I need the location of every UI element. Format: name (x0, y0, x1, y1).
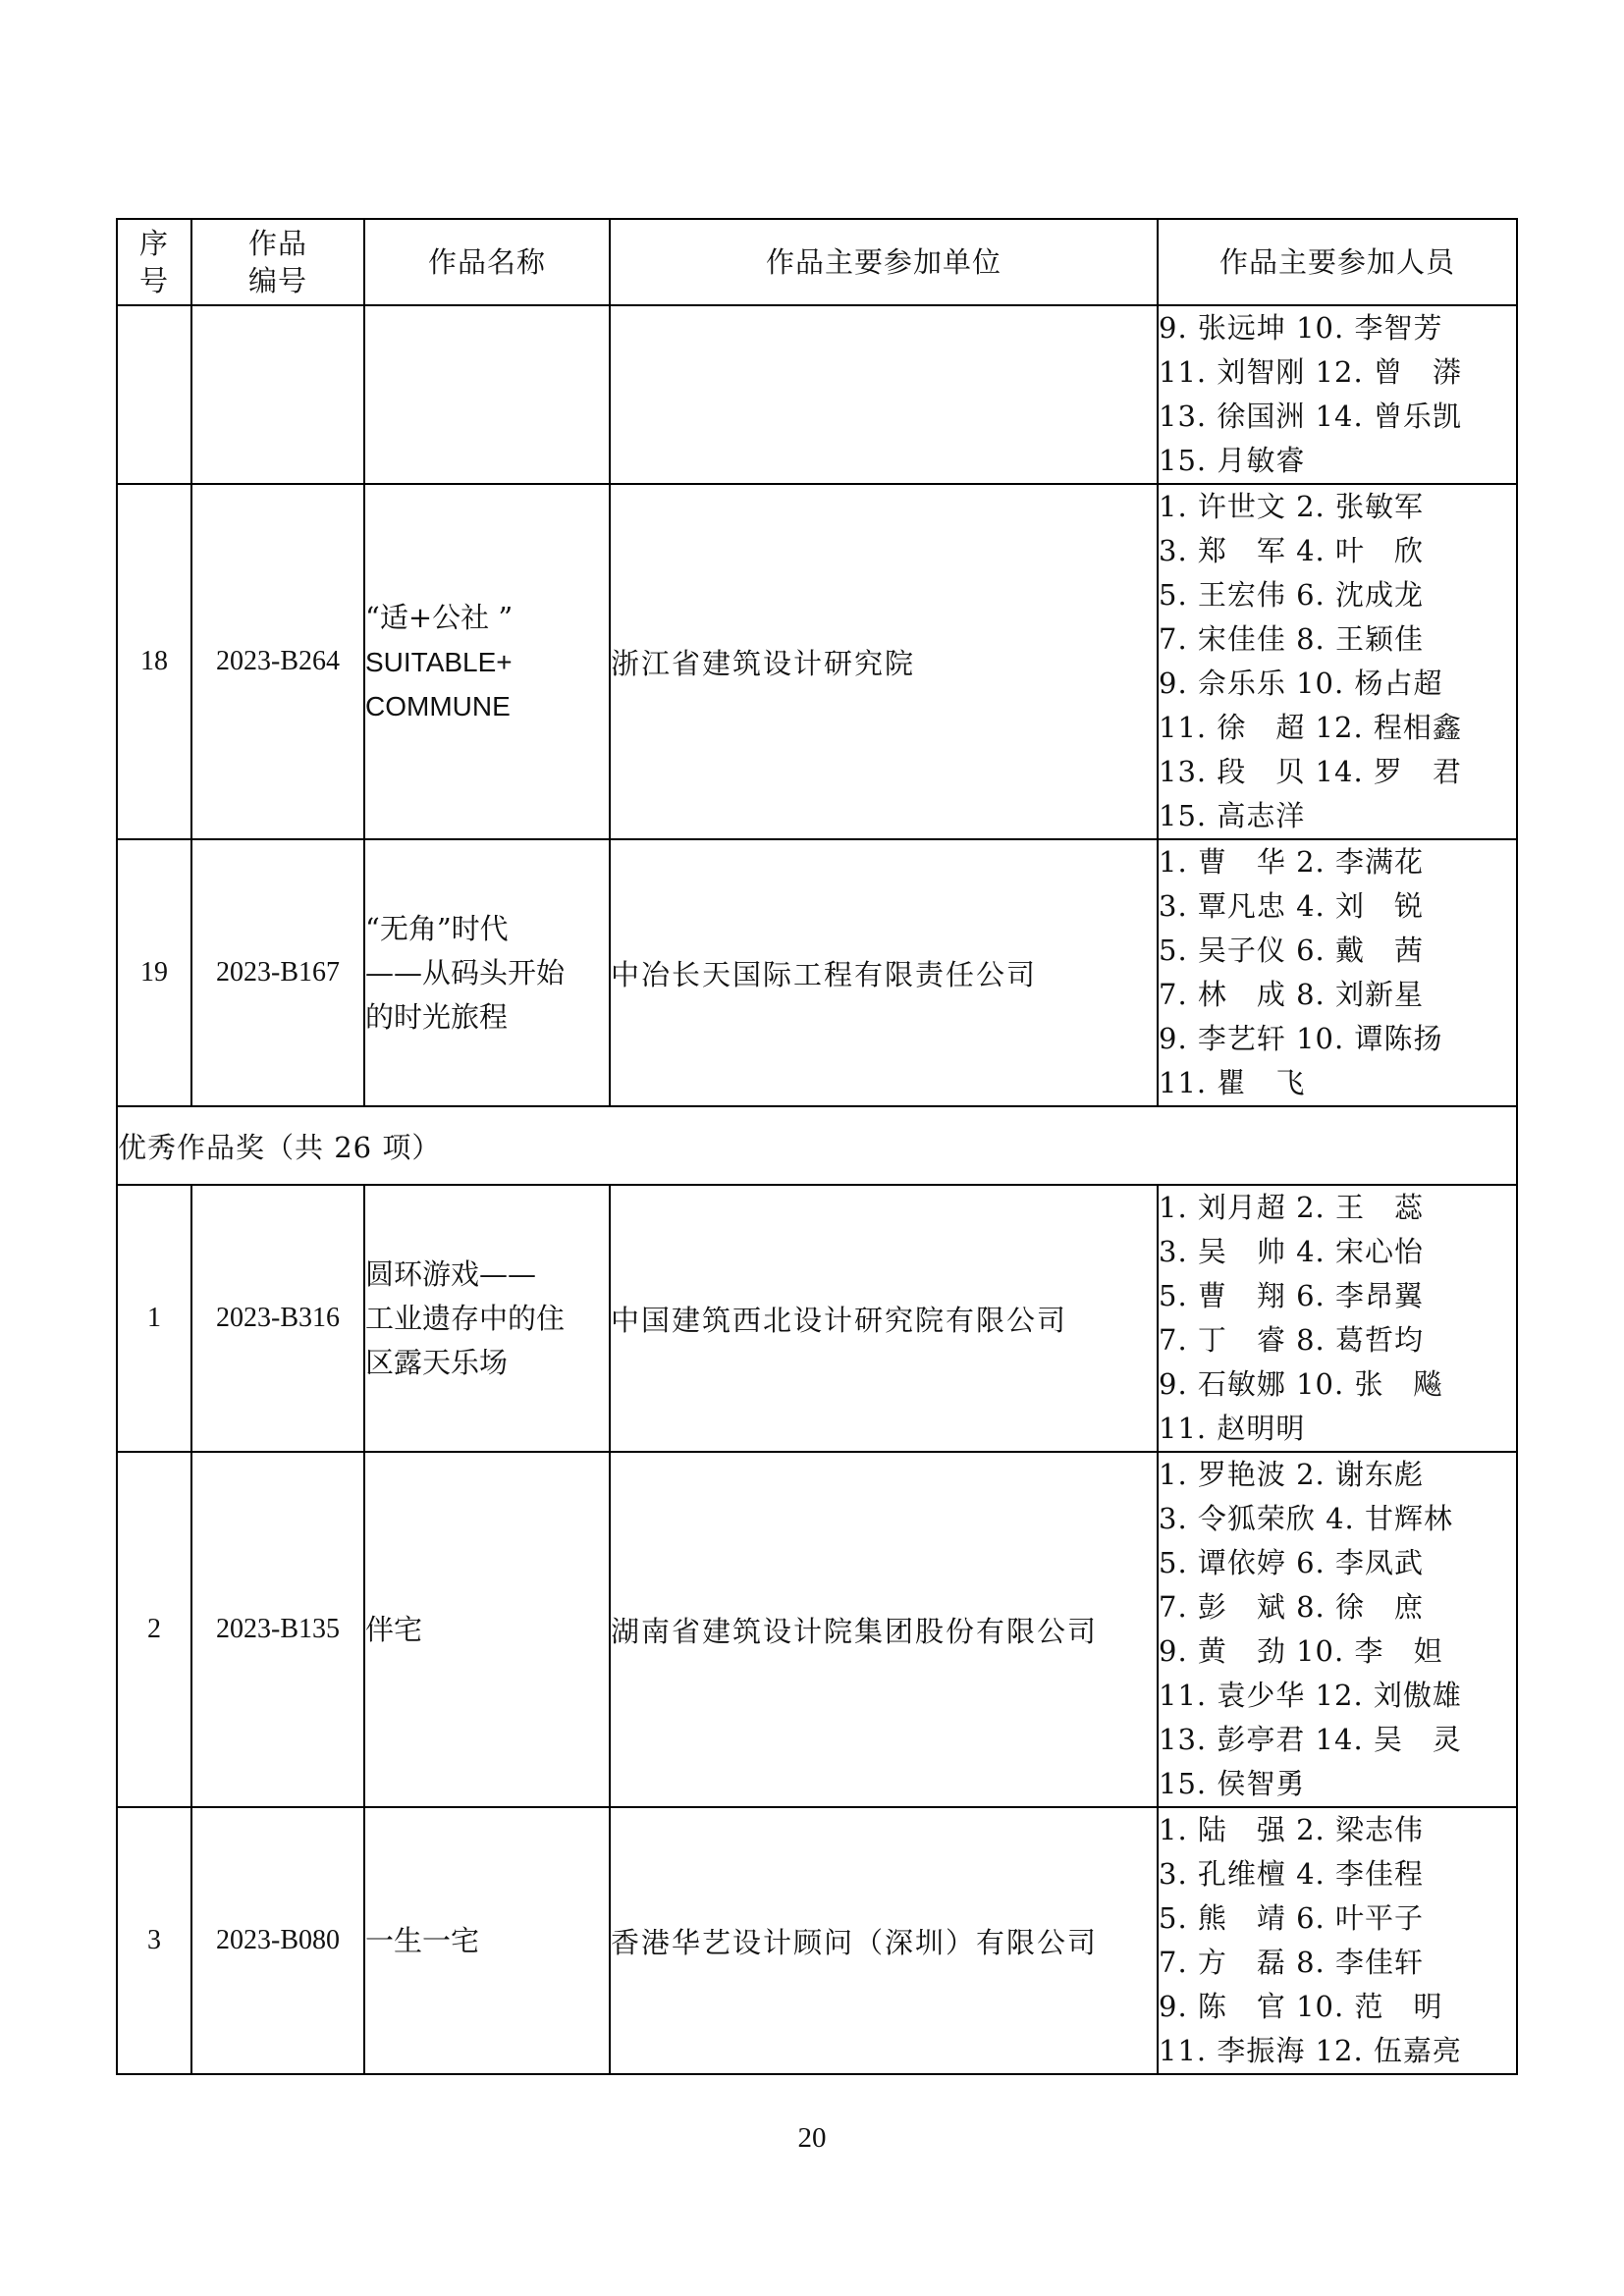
row-unit: 浙江省建筑设计研究院 (610, 484, 1158, 839)
row-seq: 2 (117, 1452, 191, 1807)
page-number: 20 (797, 2122, 827, 2154)
title-line: 圆环游戏—— (365, 1256, 537, 1291)
row-title (364, 1452, 610, 1807)
table-row (117, 1807, 1517, 2074)
header-title: 作品名称 (364, 219, 610, 305)
person-line: 9. 李艺轩 10. 谭陈扬 (1159, 1022, 1443, 1055)
table-body-bottom (117, 1185, 1517, 2074)
person-line: 5. 谭依婷 6. 李凤武 (1159, 1546, 1424, 1579)
award-table (116, 218, 1518, 2075)
header-seq-line: 号 (138, 264, 169, 297)
person-line: 7. 彭 斌 8. 徐 庶 (1159, 1590, 1424, 1624)
person-line: 15. 侯智勇 (1159, 1767, 1306, 1800)
person-line: 7. 林 成 8. 刘新星 (1159, 978, 1424, 1011)
section-row (117, 1106, 1517, 1185)
person-line: 5. 曹 翔 6. 李昂翼 (1159, 1279, 1424, 1312)
table-header (117, 219, 1517, 305)
header-seq-line: 序 (138, 227, 169, 260)
person-line: 11. 李振海 12. 伍嘉亮 (1159, 2034, 1462, 2067)
row-people (1158, 305, 1517, 484)
header-code-line: 编号 (247, 264, 307, 297)
table-row (117, 305, 1517, 484)
title-line: COMMUNE (365, 690, 511, 721)
person-line: 13. 段 贝 14. 罗 君 (1159, 755, 1462, 788)
person-line: 11. 徐 超 12. 程相鑫 (1159, 711, 1462, 744)
row-code: 2023-B264 (191, 484, 364, 839)
title-line: SUITABLE+ (365, 646, 513, 677)
table-row (117, 839, 1517, 1106)
row-unit: 中冶长天国际工程有限责任公司 (610, 839, 1158, 1106)
table-row (117, 1185, 1517, 1452)
person-line: 9. 张远坤 10. 李智芳 (1159, 311, 1443, 345)
header-code (191, 219, 364, 305)
row-unit: 香港华艺设计顾问（深圳）有限公司 (610, 1807, 1158, 2074)
title-line: 区露天乐场 (365, 1345, 509, 1379)
person-line: 13. 徐国洲 14. 曾乐凯 (1159, 400, 1462, 433)
row-title (364, 305, 610, 484)
person-line: 5. 王宏伟 6. 沈成龙 (1159, 578, 1424, 612)
header-people: 作品主要参加人员 (1158, 219, 1517, 305)
person-line: 1. 陆 强 2. 梁志伟 (1159, 1813, 1424, 1846)
person-line: 11. 赵明明 (1159, 1412, 1306, 1445)
person-line: 3. 吴 帅 4. 宋心怡 (1159, 1235, 1424, 1268)
table-row (117, 1452, 1517, 1807)
person-line: 7. 宋佳佳 8. 王颖佳 (1159, 622, 1424, 656)
person-line: 15. 高志洋 (1159, 799, 1306, 832)
row-seq (117, 305, 191, 484)
person-line: 1. 曹 华 2. 李满花 (1159, 845, 1424, 879)
person-line: 5. 吴子仪 6. 戴 茜 (1159, 934, 1424, 967)
row-seq: 19 (117, 839, 191, 1106)
row-people (1158, 1185, 1517, 1452)
person-line: 13. 彭亭君 14. 吴 灵 (1159, 1723, 1462, 1756)
section-row-group (117, 1106, 1517, 1185)
row-unit: 中国建筑西北设计研究院有限公司 (610, 1185, 1158, 1452)
title-line: 一生一宅 (365, 1923, 480, 1957)
person-line: 1. 刘月超 2. 王 蕊 (1159, 1191, 1424, 1224)
row-code (191, 305, 364, 484)
person-line: 1. 罗艳波 2. 谢东彪 (1159, 1458, 1424, 1491)
row-people (1158, 484, 1517, 839)
row-people (1158, 1807, 1517, 2074)
row-code: 2023-B167 (191, 839, 364, 1106)
header-code-line: 作品 (247, 227, 307, 260)
row-code: 2023-B316 (191, 1185, 364, 1452)
header-unit: 作品主要参加单位 (610, 219, 1158, 305)
person-line: 9. 佘乐乐 10. 杨占超 (1159, 667, 1443, 700)
title-line: ——从码头开始 (365, 955, 566, 989)
person-line: 9. 陈 官 10. 范 明 (1159, 1990, 1443, 2023)
person-line: 3. 孔维檀 4. 李佳程 (1159, 1857, 1424, 1891)
title-line: 工业遗存中的住 (365, 1301, 566, 1335)
person-line: 11. 袁少华 12. 刘傲雄 (1159, 1679, 1462, 1712)
person-line: 15. 月敏睿 (1159, 444, 1306, 477)
row-title (364, 839, 610, 1106)
person-line: 3. 郑 军 4. 叶 欣 (1159, 534, 1424, 567)
section-title: 优秀作品奖（共 26 项） (117, 1106, 1517, 1185)
person-line: 7. 方 磊 8. 李佳轩 (1159, 1946, 1424, 1979)
title-line: 伴宅 (365, 1612, 423, 1646)
title-line: “适+公社 ” (365, 600, 514, 634)
header-seq (117, 219, 191, 305)
row-code: 2023-B080 (191, 1807, 364, 2074)
row-people (1158, 1452, 1517, 1807)
table-body-top (117, 305, 1517, 1106)
row-unit (610, 305, 1158, 484)
title-line: “无角”时代 (365, 911, 509, 945)
row-title (364, 484, 610, 839)
person-line: 5. 熊 靖 6. 叶平子 (1159, 1901, 1424, 1935)
person-line: 11. 瞿 飞 (1159, 1066, 1306, 1099)
row-code: 2023-B135 (191, 1452, 364, 1807)
person-line: 9. 石敏娜 10. 张 飚 (1159, 1367, 1443, 1401)
row-title (364, 1185, 610, 1452)
row-seq: 3 (117, 1807, 191, 2074)
person-line: 11. 刘智刚 12. 曾 漭 (1159, 355, 1462, 389)
person-line: 3. 覃凡忠 4. 刘 锐 (1159, 889, 1424, 923)
person-line: 9. 黄 劲 10. 李 妲 (1159, 1634, 1443, 1668)
row-seq: 18 (117, 484, 191, 839)
row-people (1158, 839, 1517, 1106)
person-line: 3. 令狐荣欣 4. 甘辉林 (1159, 1502, 1453, 1535)
person-line: 7. 丁 睿 8. 葛哲均 (1159, 1323, 1424, 1357)
row-seq: 1 (117, 1185, 191, 1452)
table-row (117, 484, 1517, 839)
row-unit: 湖南省建筑设计院集团股份有限公司 (610, 1452, 1158, 1807)
row-title (364, 1807, 610, 2074)
title-line: 的时光旅程 (365, 999, 509, 1034)
person-line: 1. 许世文 2. 张敏军 (1159, 490, 1424, 523)
